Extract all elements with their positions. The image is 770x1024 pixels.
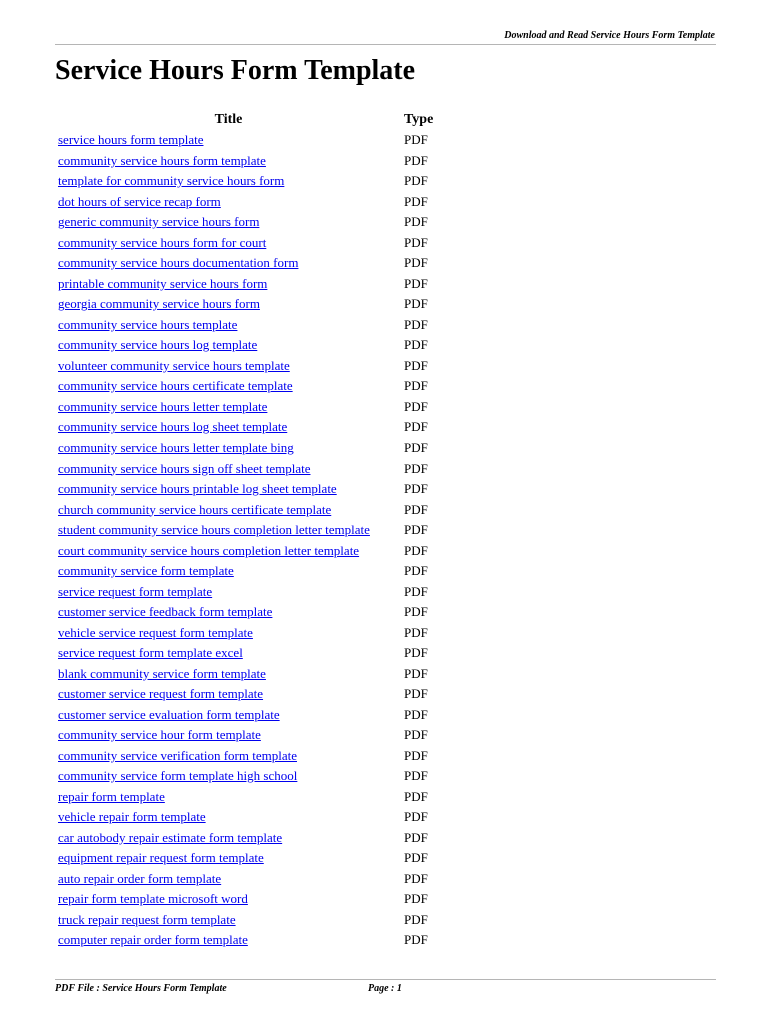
table-row bbox=[55, 171, 433, 192]
title-cell bbox=[55, 602, 402, 623]
title-cell bbox=[55, 499, 402, 520]
table-row bbox=[55, 417, 433, 438]
document-link[interactable]: generic community service hours form bbox=[58, 214, 260, 230]
title-cell bbox=[55, 335, 402, 356]
title-cell bbox=[55, 356, 402, 377]
title-cell bbox=[55, 417, 402, 438]
document-link[interactable]: community service hours sign off sheet template bbox=[58, 460, 311, 476]
title-cell bbox=[55, 274, 402, 295]
document-link[interactable]: community service hour form template bbox=[58, 727, 261, 743]
title-cell bbox=[55, 766, 402, 787]
type-cell: PDF bbox=[404, 152, 428, 168]
column-header-type: Type bbox=[404, 112, 434, 127]
table-row bbox=[55, 725, 433, 746]
title-cell bbox=[55, 910, 402, 931]
document-link[interactable]: repair form template bbox=[58, 788, 165, 804]
table-row bbox=[55, 520, 433, 541]
title-cell bbox=[55, 622, 402, 643]
title-cell bbox=[55, 130, 402, 151]
table-row bbox=[55, 622, 433, 643]
document-link[interactable]: community service hours form for court bbox=[58, 234, 267, 250]
type-cell: PDF bbox=[404, 747, 428, 763]
document-link[interactable]: printable community service hours form bbox=[58, 275, 268, 291]
table-row bbox=[55, 766, 433, 787]
table-row bbox=[55, 807, 433, 828]
title-cell bbox=[55, 458, 402, 479]
title-cell bbox=[55, 294, 402, 315]
table-row bbox=[55, 684, 433, 705]
table-row bbox=[55, 397, 433, 418]
title-cell bbox=[55, 725, 402, 746]
type-cell: PDF bbox=[404, 296, 428, 312]
document-link[interactable]: community service form template bbox=[58, 563, 234, 579]
table-row bbox=[55, 848, 433, 869]
type-cell: PDF bbox=[404, 686, 428, 702]
table-row bbox=[55, 479, 433, 500]
title-cell bbox=[55, 540, 402, 561]
type-cell: PDF bbox=[404, 234, 428, 250]
document-link[interactable]: court community service hours completion letter template bbox=[58, 542, 360, 558]
table-row bbox=[55, 745, 433, 766]
type-cell: PDF bbox=[404, 727, 428, 743]
page-title: Service Hours Form Template bbox=[55, 55, 416, 86]
table-row bbox=[55, 704, 433, 725]
table-row bbox=[55, 315, 433, 336]
table-row bbox=[55, 869, 433, 890]
title-cell bbox=[55, 807, 402, 828]
table-row bbox=[55, 910, 433, 931]
type-cell: PDF bbox=[404, 439, 428, 455]
title-cell bbox=[55, 869, 402, 890]
type-cell: PDF bbox=[404, 542, 428, 558]
title-cell bbox=[55, 663, 402, 684]
type-cell: PDF bbox=[404, 398, 428, 414]
running-header: Download and Read Service Hours Form Template bbox=[504, 30, 715, 41]
document-link[interactable]: blank community service form template bbox=[58, 665, 266, 681]
type-cell: PDF bbox=[404, 850, 428, 866]
type-cell: PDF bbox=[404, 316, 428, 332]
table-row bbox=[55, 335, 433, 356]
title-cell bbox=[55, 520, 402, 541]
table-header-row bbox=[55, 110, 433, 130]
title-cell bbox=[55, 438, 402, 459]
title-cell bbox=[55, 848, 402, 869]
document-link[interactable]: volunteer community service hours template bbox=[58, 357, 290, 373]
type-cell: PDF bbox=[404, 173, 428, 189]
title-cell bbox=[55, 479, 402, 500]
type-cell: PDF bbox=[404, 275, 428, 291]
type-cell: PDF bbox=[404, 911, 428, 927]
table-row bbox=[55, 151, 433, 172]
title-cell bbox=[55, 212, 402, 233]
document-link[interactable]: church community service hours certificate template bbox=[58, 501, 332, 517]
type-cell: PDF bbox=[404, 255, 428, 271]
table-row bbox=[55, 787, 433, 808]
document-link[interactable]: community service hours printable log sheet template bbox=[58, 481, 337, 497]
type-cell: PDF bbox=[404, 891, 428, 907]
document-link[interactable]: community service hours letter template bbox=[58, 398, 268, 414]
type-cell: PDF bbox=[404, 829, 428, 845]
document-link[interactable]: customer service request form template bbox=[58, 686, 264, 702]
title-cell bbox=[55, 704, 402, 725]
footer-page-label: Page : 1 bbox=[368, 983, 402, 994]
document-table bbox=[55, 110, 433, 951]
type-cell: PDF bbox=[404, 419, 428, 435]
document-link[interactable]: computer repair order form template bbox=[58, 932, 248, 948]
title-cell bbox=[55, 828, 402, 849]
table-row bbox=[55, 930, 433, 951]
table-body bbox=[55, 130, 433, 951]
title-cell bbox=[55, 889, 402, 910]
title-cell bbox=[55, 151, 402, 172]
document-link[interactable]: community service form template high school bbox=[58, 768, 298, 784]
table-row bbox=[55, 889, 433, 910]
document-link[interactable]: community service verification form template bbox=[58, 747, 297, 763]
title-cell bbox=[55, 561, 402, 582]
title-cell bbox=[55, 745, 402, 766]
type-cell: PDF bbox=[404, 522, 428, 538]
type-cell: PDF bbox=[404, 481, 428, 497]
footer-file-label: PDF File : Service Hours Form Template bbox=[55, 983, 227, 994]
table-row bbox=[55, 274, 433, 295]
document-link[interactable]: community service hours template bbox=[58, 316, 238, 332]
type-cell: PDF bbox=[404, 563, 428, 579]
type-cell: PDF bbox=[404, 870, 428, 886]
document-link[interactable]: vehicle service request form template bbox=[58, 624, 253, 640]
type-cell: PDF bbox=[404, 132, 428, 148]
type-cell: PDF bbox=[404, 583, 428, 599]
type-cell: PDF bbox=[404, 809, 428, 825]
table-row bbox=[55, 458, 433, 479]
table-row bbox=[55, 233, 433, 254]
table-row bbox=[55, 540, 433, 561]
type-cell: PDF bbox=[404, 665, 428, 681]
title-cell bbox=[55, 397, 402, 418]
title-cell bbox=[55, 643, 402, 664]
document-link[interactable]: equipment repair request form template bbox=[58, 850, 264, 866]
table-row bbox=[55, 356, 433, 377]
footer-divider bbox=[55, 979, 716, 980]
document-link[interactable]: dot hours of service recap form bbox=[58, 193, 221, 209]
document-link[interactable]: service request form template bbox=[58, 583, 213, 599]
document-link[interactable]: student community service hours completion letter template bbox=[58, 522, 370, 538]
type-cell: PDF bbox=[404, 193, 428, 209]
table-row bbox=[55, 294, 433, 315]
document-link[interactable]: community service hours form template bbox=[58, 152, 266, 168]
document-link[interactable]: service request form template excel bbox=[58, 645, 243, 661]
type-cell: PDF bbox=[404, 645, 428, 661]
table-row bbox=[55, 130, 433, 151]
title-cell bbox=[55, 581, 402, 602]
title-cell bbox=[55, 253, 402, 274]
table-row bbox=[55, 253, 433, 274]
title-cell bbox=[55, 787, 402, 808]
type-cell: PDF bbox=[404, 460, 428, 476]
type-cell: PDF bbox=[404, 932, 428, 948]
document-link[interactable]: truck repair request form template bbox=[58, 911, 236, 927]
document-link[interactable]: template for community service hours form bbox=[58, 173, 285, 189]
type-cell: PDF bbox=[404, 378, 428, 394]
document-link[interactable]: georgia community service hours form bbox=[58, 296, 260, 312]
title-cell bbox=[55, 233, 402, 254]
document-link[interactable]: vehicle repair form template bbox=[58, 809, 206, 825]
type-cell: PDF bbox=[404, 604, 428, 620]
title-cell bbox=[55, 376, 402, 397]
column-header-title: Title bbox=[214, 112, 243, 127]
table-row bbox=[55, 561, 433, 582]
document-link[interactable]: customer service feedback form template bbox=[58, 604, 273, 620]
document-link[interactable]: service hours form template bbox=[58, 132, 204, 148]
table-row bbox=[55, 663, 433, 684]
type-cell: PDF bbox=[404, 357, 428, 373]
type-cell: PDF bbox=[404, 788, 428, 804]
type-cell: PDF bbox=[404, 706, 428, 722]
document-link[interactable]: auto repair order form template bbox=[58, 870, 222, 886]
title-cell bbox=[55, 192, 402, 213]
table-row bbox=[55, 643, 433, 664]
document-link[interactable]: customer service evaluation form template bbox=[58, 706, 280, 722]
table-row bbox=[55, 499, 433, 520]
type-cell: PDF bbox=[404, 337, 428, 353]
header-divider bbox=[55, 44, 716, 45]
document-link[interactable]: community service hours log template bbox=[58, 337, 258, 353]
type-cell: PDF bbox=[404, 501, 428, 517]
document-link[interactable]: community service hours log sheet template bbox=[58, 419, 288, 435]
title-cell bbox=[55, 684, 402, 705]
title-cell bbox=[55, 930, 402, 951]
type-cell: PDF bbox=[404, 624, 428, 640]
table-row bbox=[55, 192, 433, 213]
title-cell bbox=[55, 315, 402, 336]
type-cell: PDF bbox=[404, 768, 428, 784]
table-row bbox=[55, 581, 433, 602]
table-row bbox=[55, 602, 433, 623]
document-link[interactable]: community service hours letter template bing bbox=[58, 439, 294, 455]
document-link[interactable]: community service hours documentation form bbox=[58, 255, 299, 271]
document-link[interactable]: car autobody repair estimate form template bbox=[58, 829, 283, 845]
type-cell: PDF bbox=[404, 214, 428, 230]
table-row bbox=[55, 376, 433, 397]
table-row bbox=[55, 438, 433, 459]
document-link[interactable]: repair form template microsoft word bbox=[58, 891, 248, 907]
table-row bbox=[55, 828, 433, 849]
document-link[interactable]: community service hours certificate template bbox=[58, 378, 293, 394]
title-cell bbox=[55, 171, 402, 192]
table-row bbox=[55, 212, 433, 233]
